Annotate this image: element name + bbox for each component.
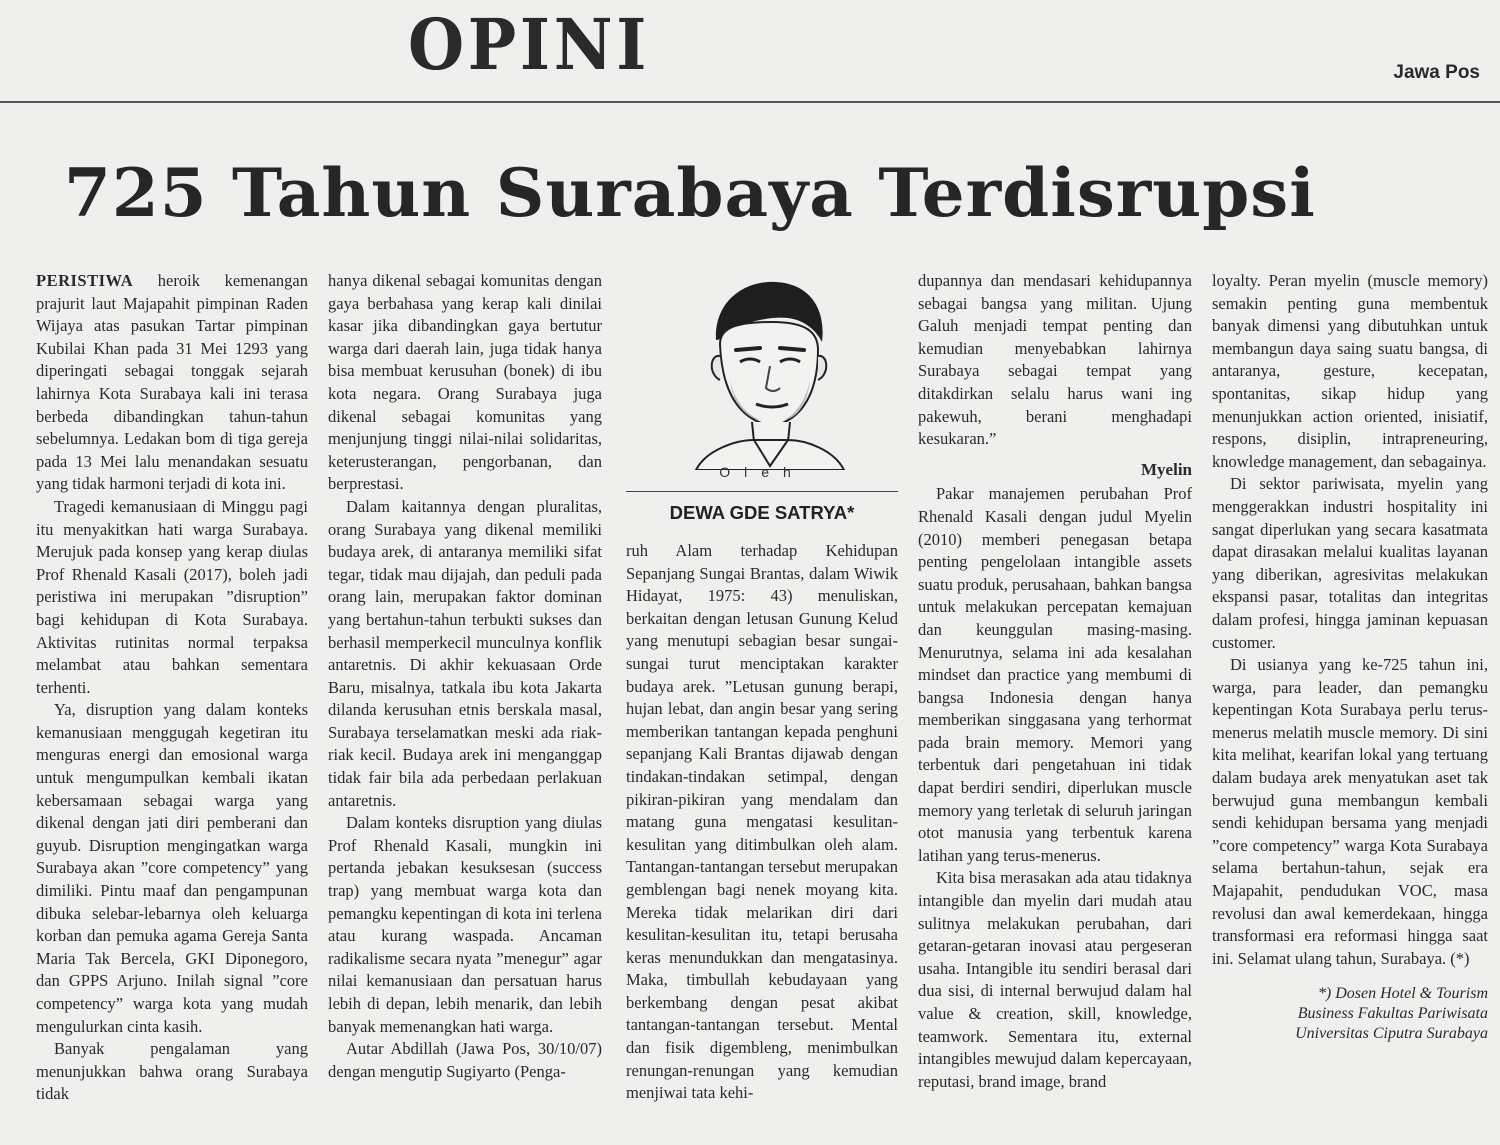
article-headline: 725 Tahun Surabaya Terdisrupsi bbox=[64, 154, 1316, 232]
author-box bbox=[626, 270, 898, 532]
author-footnote bbox=[1212, 984, 1488, 1044]
footnote-line: *) Dosen Hotel & Tourism bbox=[1317, 985, 1488, 1003]
article-column-4 bbox=[918, 270, 1192, 1093]
paragraph: Di usianya yang ke-725 tahun ini, warga, para leader, dan pemangku kepentingan Kota Surabaya perlu terus-menerus melatih muscle memory. Di sini kita melihat, kearifan lokal yang tertuang dalam budaya arek menyatukan aset tak berwujud guna membangun kembali sendi kehidupan bersama yang menjadi ”core competency” warga Kota Surabaya selama bertahun-tahun, sejak era Majapahit, pendudukan VOC, masa revolusi dan awal kemerdekaan, hingga transformasi era reformasi hingga saat ini. Selamat ulang tahun, Surabaya. (*) bbox=[1212, 655, 1488, 968]
footnote-line: Universitas Ciputra Surabaya bbox=[1295, 1025, 1488, 1043]
paragraph: Banyak pengalaman yang menunjukkan bahwa orang Surabaya tidak bbox=[36, 1039, 308, 1104]
paragraph: Autar Abdillah (Jawa Pos, 30/10/07) dengan mengutip Sugiyarto (Penga- bbox=[328, 1039, 602, 1081]
article-column-2 bbox=[328, 270, 602, 1083]
paragraph: ruh Alam terhadap Kehidupan Sepanjang Sungai Brantas, dalam Wiwik Hidayat, 1975: 43) menuliskan, berkaitan dengan letusan Gunung Kelud yang menutupi sebagian besar sungai-sungai turut menciptakan karakter budaya arek. ”Letusan gunung berapi, hujan lebat, dan angin besar yang sering memberikan tantangan kepada penghuni sepanjang Kali Brantas dijawab dengan tindakan-tindakan setimpal, dengan pikiran-pikiran yang mendalam dan matang guna mengatasi kesulitan-kesulitan yang ditimbulkan oleh alam. Tantangan-tantangan tersebut merupakan gemblengan bagi nenek moyang kita. Mereka tidak melarikan diri dari kesulitan-kesulitan itu, tetapi berusaha keras menundukkan dan mengatasinya. Maka, timbullah kebudayaan yang berkembang dengan pesat akibat tantangan-tantangan tersebut. Mental dan fisik digembleng, menimbulkan renungan-renungan yang kemudian menjiwai tata kehi- bbox=[626, 541, 898, 1103]
author-divider bbox=[626, 491, 898, 492]
paragraph: Kita bisa merasakan ada atau tidaknya intangible dan myelin dari mudah atau sulitnya melakukan perubahan, dari getaran-getaran inovasi atau pergeseran usaha. Intangible itu sendiri berasal dari dua sisi, di internal berwujud dalam hal value & creation, skill, knowledge, teamwork. Sementara itu, external intangibles mewujud dalam kepercayaan, reputasi, brand image, brand bbox=[918, 868, 1192, 1091]
paragraph: Ya, disruption yang dalam konteks kemanusiaan menggugah kegetiran itu menguras energi dan emosional warga untuk mengumpulkan kembali ikatan kebersamaan sebagai warga yang dikenal dengan jati diri pemberani dan guyub. Disruption mengingatkan warga Surabaya akan ”core competency” yang dimiliki. Pintu maaf dan pengampunan dibuka selebar-lebarnya oleh keluarga korban dan pemuka agama Gereja Santa Maria Tak Bercela, GKI Diponegoro, dan GPPS Arjuno. Inilah signal ”core competency” warga kota yang mudah mengulurkan cinta kasih. bbox=[36, 700, 308, 1036]
paragraph: Di sektor pariwisata, myelin yang menggerakkan industri hospitality ini sangat diperlukan yang secara kasatmata dapat dirasakan melalui kualitas layanan yang diberikan, agresivitas melakukan ekspansi pasar, totalitas dan integritas dalam profesi, hingga jaminan kepuasan customer. bbox=[1212, 474, 1488, 652]
article-column-1 bbox=[36, 270, 308, 1106]
paragraph: Dalam konteks disruption yang diulas Prof Rhenald Kasali, mungkin ini pertanda jebakan kesuksesan (success trap) yang membuat warga kota dan pemangku kepentingan di kota ini terlena atau kurang waspada. Ancaman radikalisme secara nyata ”menegur” agar nilai kemanusiaan dan persatuan harus lebih di depan, lebih menarik, dan lebih banyak memenangkan hati warga. bbox=[328, 813, 602, 1036]
paragraph: loyalty. Peran myelin (muscle memory) semakin penting guna membentuk banyak dimensi yang dibutuhkan untuk membangun daya saing suatu bangsa, di antaranya, gesture, kecepatan, spontanitas, sikap hidup yang menunjukkan action oriented, inisiatif, respons, disiplin, intrapreneuring, knowledge management, dan sebagainya. bbox=[1212, 271, 1488, 471]
paragraph: Dalam kaitannya dengan pluralitas, orang Surabaya yang dikenal memiliki budaya arek, di antaranya memiliki sifat tegar, tidak mau dijajah, dan peduli pada orang lain, merupakan faktor dominan yang bertahun-tahun terbukti sukses dan berhasil memperkecil munculnya konflik antaretnis. Di akhir kekuasaan Orde Baru, misalnya, tatkala ibu kota Jakarta dilanda kerusuhan etnis berskala masal, Surabaya terselamatkan meski ada riak-riak kecil. Budaya arek ini menganggap tidak fair bila ada perbedaan perlakuan antaretnis. bbox=[328, 496, 602, 810]
header-rule bbox=[0, 101, 1500, 103]
paragraph: Pakar manajemen perubahan Prof Rhenald Kasali dengan judul Myelin (2010) memberi penegasan betapa penting pengelolaan intangible assets suatu produk, perusahaan, bahkan bangsa untuk melakukan percepatan kemajuan dan keunggulan masing-masing. Menurutnya, selama ini ada kesalahan mindset dan practice yang membumi di bangsa Indonesia dengan hanya memberikan singgasana yang terhormat pada brain memory. Memori yang terbentuk dari pengetahuan ini tidak dapat berdiri sendiri, diperlukan muscle memory yang terletak di seluruh jaringan otot manusia yang terbentuk karena latihan yang terus-menerus. bbox=[918, 484, 1192, 865]
paragraph bbox=[36, 270, 308, 496]
footnote-line: Business Fakultas Pariwisata bbox=[1297, 1005, 1488, 1023]
subheading-myelin: Myelin bbox=[1141, 459, 1192, 479]
paragraph: Tragedi kemanusiaan di Minggu pagi itu menyakitkan hati warga Surabaya. Merujuk pada konsep yang kerap diulas Prof Rhenald Kasali (2017), boleh jadi peristiwa ini merupakan ”disruption” bagi kehidupan di Kota Surabaya. Aktivitas rutinitas normal terpaksa melambat atau bahkan sementara terhenti. bbox=[36, 496, 308, 697]
section-title: OPINI bbox=[408, 3, 651, 86]
publication-name: Jawa Pos bbox=[1393, 62, 1480, 83]
author-portrait bbox=[676, 270, 856, 470]
article-column-5 bbox=[1212, 270, 1488, 1044]
lead-word: PERISTIWA bbox=[36, 271, 134, 290]
author-name: DEWA GDE SATRYA* bbox=[669, 502, 855, 523]
article-column-3 bbox=[626, 540, 898, 1105]
author-prefix: Oleh bbox=[719, 464, 805, 480]
paragraph: hanya dikenal sebagai komunitas dengan gaya berbahasa yang kerap kali dinilai kasar jika dibandingkan gaya bertutur warga dari daerah lain, juga tidak hanya bisa membuat kerusuhan (bonek) di ibu kota negara. Orang Surabaya juga dikenal sebagai komunitas yang menjunjung tinggi nilai-nilai solidaritas, keterusterangan, pengorbanan, dan berprestasi. bbox=[328, 271, 602, 494]
paragraph-text: heroik kemenangan prajurit laut Majapahit pimpinan Raden Wijaya atas pasukan Tartar pimpinan Kubilai Khan pada 31 Mei 1293 yang diperingati sebagai tonggak sejarah lahirnya Kota Surabaya kali ini terasa berbeda dibandingkan tahun-tahun sebelumnya. Ledakan bom di tiga gereja pada 13 Mei lalu menandakan sesuatu yang tidak harmoni terjadi di kota ini. bbox=[36, 271, 308, 494]
paragraph: dupannya dan mendasari kehidupannya sebagai bangsa yang militan. Ujung Galuh menjadi tempat penting dan kemudian menyebabkan lahirnya Surabaya sebagai tempat yang ditakdirkan selalu harus wani ing pakewuh, berani menghadapi kesukaran.” bbox=[918, 271, 1192, 449]
